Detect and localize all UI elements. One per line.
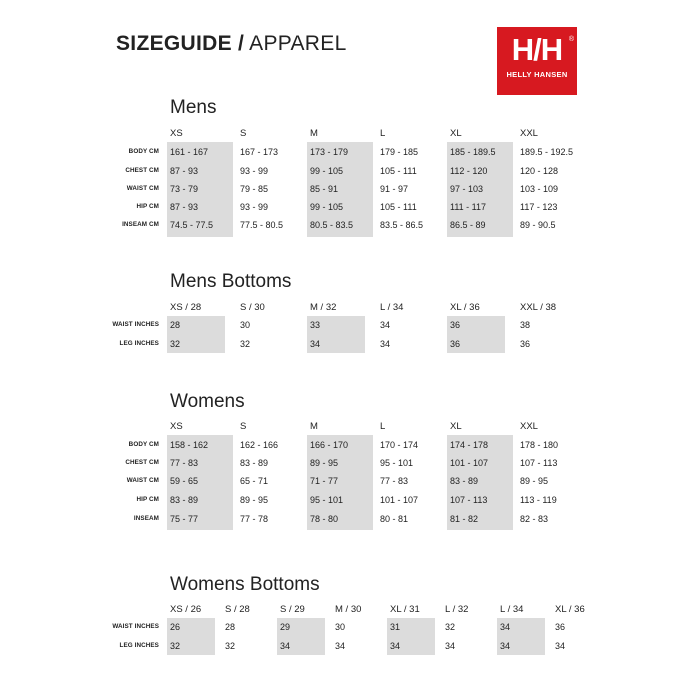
- logo-registered-mark: ®: [568, 36, 574, 43]
- column-header: L / 34: [380, 302, 404, 313]
- table-cell: 83 - 89: [450, 476, 479, 486]
- column-header: M / 30: [335, 604, 362, 615]
- table-cell: 32: [240, 339, 251, 349]
- column-header: S / 29: [280, 604, 305, 615]
- column-header: XS / 28: [170, 302, 202, 313]
- row-label: CHEST CM: [125, 167, 159, 174]
- table-cell: 32: [170, 339, 181, 349]
- table-cell: 103 - 109: [520, 184, 559, 194]
- table-cell: 89 - 95: [310, 458, 339, 468]
- table-cell: 89 - 90.5: [520, 220, 556, 230]
- row-label: BODY CM: [128, 148, 159, 155]
- row-label: WAIST INCHES: [112, 321, 159, 328]
- table-cell: 34: [500, 641, 511, 651]
- table-cell: 86.5 - 89: [450, 220, 486, 230]
- section-title-womens-bottoms: Womens Bottoms: [170, 574, 320, 595]
- column-header: M: [310, 421, 318, 432]
- table-cell: 93 - 99: [240, 166, 269, 176]
- table-cell: 83.5 - 86.5: [380, 220, 424, 230]
- section-title-mens-bottoms: Mens Bottoms: [170, 271, 292, 292]
- table-cell: 79 - 85: [240, 184, 269, 194]
- row-label: WAIST CM: [126, 185, 159, 192]
- table-cell: 158 - 162: [170, 440, 209, 450]
- column-header: XL / 31: [390, 604, 420, 615]
- section-title-mens: Mens: [170, 97, 217, 118]
- table-cell: 167 - 173: [240, 147, 279, 157]
- table-cell: 99 - 105: [310, 202, 344, 212]
- table-cell: 107 - 113: [450, 495, 488, 505]
- column-header: S: [240, 128, 247, 139]
- column-header: M: [310, 128, 318, 139]
- table-cell: 101 - 107: [450, 458, 489, 468]
- table-cell: 29: [280, 622, 291, 632]
- table-cell: 71 - 77: [310, 476, 339, 486]
- table-cell: 26: [170, 622, 181, 632]
- table-cell: 78 - 80: [310, 514, 339, 524]
- page-title-bold: SIZEGUIDE /: [116, 32, 245, 55]
- column-header: XL / 36: [555, 604, 585, 615]
- table-cell: 83 - 89: [240, 458, 269, 468]
- table-cell: 178 - 180: [520, 440, 559, 450]
- table-cell: 89 - 95: [240, 495, 269, 505]
- table-cell: 161 - 167: [170, 147, 209, 157]
- column-header: S: [240, 421, 247, 432]
- section-title-womens: Womens: [170, 391, 245, 412]
- page-title: [116, 32, 347, 56]
- table-cell: 34: [380, 320, 391, 330]
- table-cell: 107 - 113: [520, 458, 558, 468]
- table-cell: 83 - 89: [170, 495, 199, 505]
- table-cell: 33: [310, 320, 321, 330]
- column-header: L / 34: [500, 604, 524, 615]
- row-label: LEG INCHES: [119, 642, 159, 649]
- column-header: L / 32: [445, 604, 469, 615]
- table-cell: 32: [225, 641, 236, 651]
- table-cell: 174 - 178: [450, 440, 489, 450]
- row-label: INSEAM: [133, 515, 159, 522]
- table-cell: 95 - 101: [310, 495, 344, 505]
- brand-logo: [497, 27, 577, 95]
- table-cell: 36: [555, 622, 566, 632]
- table-cell: 185 - 189.5: [450, 147, 496, 157]
- table-cell: 77.5 - 80.5: [240, 220, 284, 230]
- column-header: L: [380, 421, 386, 432]
- table-cell: 28: [170, 320, 181, 330]
- table-cell: 166 - 170: [310, 440, 349, 450]
- table-cell: 73 - 79: [170, 184, 199, 194]
- table-cell: 36: [520, 339, 531, 349]
- column-header: S / 30: [240, 302, 265, 313]
- table-cell: 34: [335, 641, 346, 651]
- table-cell: 59 - 65: [170, 476, 199, 486]
- table-cell: 32: [445, 622, 456, 632]
- table-cell: 77 - 83: [170, 458, 199, 468]
- page-title-light: APPAREL: [249, 32, 347, 55]
- table-cell: 111 - 117: [450, 202, 487, 212]
- table-cell: 105 - 111: [380, 166, 417, 176]
- table-cell: 179 - 185: [380, 147, 419, 157]
- table-cell: 101 - 107: [380, 495, 419, 505]
- table-cell: 93 - 99: [240, 202, 269, 212]
- table-cell: 65 - 71: [240, 476, 269, 486]
- table-cell: 89 - 95: [520, 476, 549, 486]
- row-label: WAIST CM: [126, 477, 159, 484]
- table-cell: 170 - 174: [380, 440, 419, 450]
- column-header: XL: [450, 421, 462, 432]
- column-header: XS: [170, 128, 183, 139]
- table-cell: 77 - 83: [380, 476, 409, 486]
- table-cell: 85 - 91: [310, 184, 339, 194]
- row-label: BODY CM: [128, 441, 159, 448]
- table-cell: 162 - 166: [240, 440, 279, 450]
- column-header: XXL / 38: [520, 302, 557, 313]
- column-header: M / 32: [310, 302, 337, 313]
- table-cell: 113 - 119: [520, 495, 557, 505]
- table-cell: 30: [240, 320, 251, 330]
- table-cell: 97 - 103: [450, 184, 484, 194]
- table-cell: 34: [445, 641, 456, 651]
- table-cell: 105 - 111: [380, 202, 417, 212]
- table-cell: 28: [225, 622, 236, 632]
- table-cell: 189.5 - 192.5: [520, 147, 574, 157]
- table-cell: 38: [520, 320, 531, 330]
- table-cell: 95 - 101: [380, 458, 414, 468]
- column-header: XS: [170, 421, 183, 432]
- row-label: CHEST CM: [125, 459, 159, 466]
- table-cell: 80.5 - 83.5: [310, 220, 354, 230]
- table-cell: 34: [390, 641, 401, 651]
- table-cell: 82 - 83: [520, 514, 549, 524]
- table-cell: 99 - 105: [310, 166, 344, 176]
- row-label: HIP CM: [136, 203, 159, 210]
- column-header: XL: [450, 128, 462, 139]
- table-cell: 32: [170, 641, 181, 651]
- table-cell: 36: [450, 320, 461, 330]
- column-header: XXL: [520, 128, 538, 139]
- row-label: INSEAM CM: [122, 221, 159, 228]
- table-cell: 74.5 - 77.5: [170, 220, 214, 230]
- column-header: XS / 26: [170, 604, 202, 615]
- column-header: XXL: [520, 421, 538, 432]
- table-cell: 77 - 78: [240, 514, 269, 524]
- table-cell: 75 - 77: [170, 514, 199, 524]
- table-cell: 34: [310, 339, 321, 349]
- table-cell: 34: [280, 641, 291, 651]
- table-cell: 36: [450, 339, 461, 349]
- table-cell: 30: [335, 622, 346, 632]
- row-label: HIP CM: [136, 496, 159, 503]
- table-cell: 34: [380, 339, 391, 349]
- table-cell: 120 - 128: [520, 166, 559, 176]
- table-cell: 112 - 120: [450, 166, 488, 176]
- column-header: L: [380, 128, 386, 139]
- table-cell: 34: [555, 641, 566, 651]
- table-cell: 87 - 93: [170, 166, 199, 176]
- table-cell: 34: [500, 622, 511, 632]
- table-cell: 87 - 93: [170, 202, 199, 212]
- table-cell: 91 - 97: [380, 184, 409, 194]
- table-cell: 173 - 179: [310, 147, 349, 157]
- logo-mark: H/H: [511, 32, 563, 67]
- table-cell: 80 - 81: [380, 514, 409, 524]
- column-header: XL / 36: [450, 302, 480, 313]
- table-cell: 117 - 123: [520, 202, 558, 212]
- column-header: S / 28: [225, 604, 250, 615]
- table-cell: 81 - 82: [450, 514, 479, 524]
- logo-name: HELLY HANSEN: [506, 70, 568, 79]
- table-cell: 31: [390, 622, 401, 632]
- row-label: WAIST INCHES: [112, 623, 159, 630]
- row-label: LEG INCHES: [119, 340, 159, 347]
